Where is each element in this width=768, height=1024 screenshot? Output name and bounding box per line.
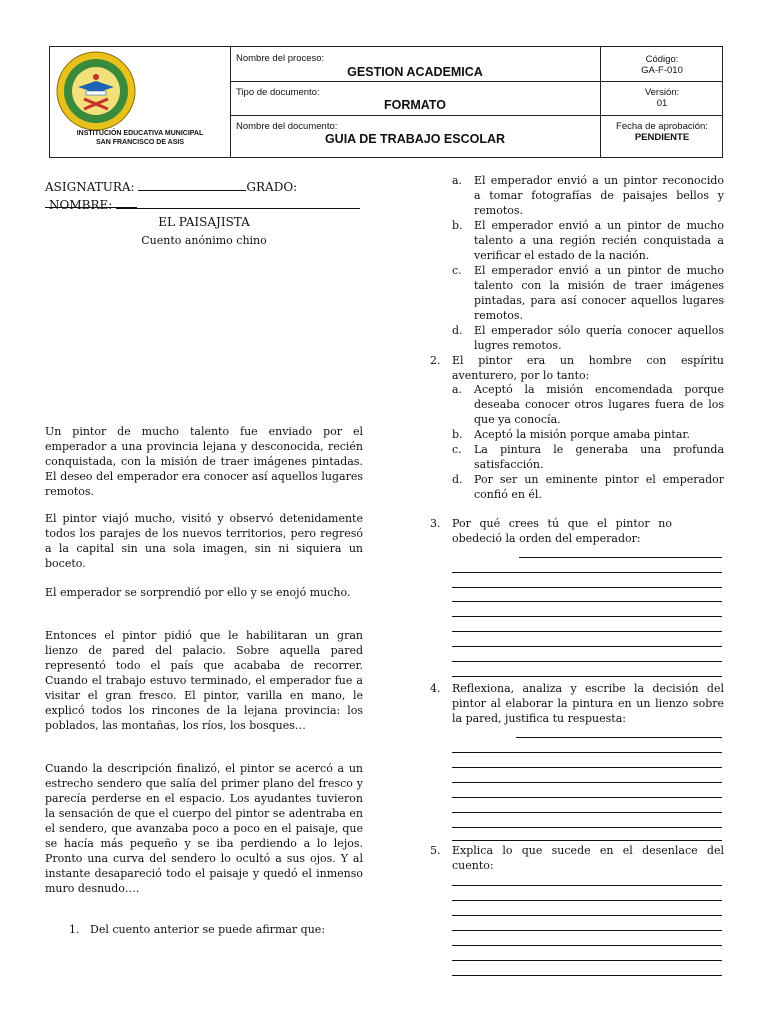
doctype-value: FORMATO [383, 98, 447, 112]
question-1-number: 1. [69, 923, 80, 936]
answer-line[interactable] [452, 840, 722, 841]
story-paragraph: Cuando la descripción finalizó, el pintor se acercó a un estrecho sendero que salía del primer plano del fresco y parecía perderse en el espacio. Los ayudantes tuvieron la sensación de que el cuerpo del pintor se adentraba en el sendero, que avanzaba poco a poco en el paisaje, que se hacía más pequeño y se iba perdiendo a lo lejos. Pronto una curva del sendero lo ocultó a sus ojos. Y al instante desapareció todo el paisaje y quedó el inmenso muro desnudo…. [45, 762, 363, 895]
story-subtitle: Cuento anónimo chino [141, 234, 267, 247]
option-letter: a. [452, 383, 463, 396]
question-3-number: 3. [430, 517, 441, 530]
header-divider [230, 81, 722, 82]
process-value: GESTION ACADEMICA [347, 65, 483, 79]
name-label: NOMBRE: [49, 198, 113, 212]
process-label: Nombre del proceso: [236, 53, 325, 64]
answer-line[interactable] [452, 797, 722, 798]
answer-line[interactable] [452, 782, 722, 783]
answer-line[interactable] [452, 960, 722, 961]
question-1-option-b: El emperador envió a un pintor de mucho talento a una región recién conquistada a verificar el estado de la nación. [474, 219, 724, 262]
question-1-text: Del cuento anterior se puede afirmar que: [90, 923, 326, 936]
doctype-label: Tipo de documento: [236, 87, 320, 98]
answer-line[interactable] [452, 601, 722, 602]
option-letter: b. [452, 428, 463, 441]
approval-value: PENDIENTE [634, 132, 690, 143]
subject-label: ASIGNATURA: [45, 180, 135, 194]
question-1-option-a: El emperador envió a un pintor reconocido a tomar fotografías de paisajes bellos y remotos. [474, 174, 724, 217]
answer-line[interactable] [452, 812, 722, 813]
answer-line[interactable] [519, 557, 722, 558]
question-2-option-c: La pintura le generaba una profunda satisfacción. [474, 443, 724, 471]
answer-line[interactable] [452, 767, 722, 768]
story-paragraph: Entonces el pintor pidió que le habilitaran un gran lienzo de pared del palacio. Sobre aquella pared representó todo el país que acababa de recorrer. Cuando el trabajo estuvo terminado, el emperador fue a visitar el gran fresco. El pintor, varilla en mano, le explicó todos los rincones de la lejana provincia: los poblados, las montañas, los ríos, los bosques… [45, 629, 363, 732]
question-2-option-b: Aceptó la misión porque amaba pintar. [474, 428, 690, 441]
answer-line[interactable] [452, 661, 722, 662]
document-header [49, 46, 723, 158]
question-2-number: 2. [430, 354, 441, 367]
code-label: Código: [645, 54, 679, 65]
name-line [49, 196, 367, 213]
question-5-text: Explica lo que sucede en el desenlace del cuento: [452, 844, 724, 872]
option-letter: c. [452, 443, 462, 456]
institution-seal-icon [56, 51, 136, 131]
question-4-text: Reflexiona, analiza y escribe la decisión del pintor al elaborar la pintura en un lienzo sobre la pared, justifica tu respuesta: [452, 682, 724, 725]
answer-line[interactable] [452, 975, 722, 976]
answer-line[interactable] [452, 885, 722, 886]
header-divider [230, 115, 722, 116]
answer-line[interactable] [516, 737, 722, 738]
docname-value: GUIA DE TRABAJO ESCOLAR [324, 132, 506, 146]
question-2-text: El pintor era un hombre con espíritu aventurero, por lo tanto: [452, 354, 724, 382]
answer-line[interactable] [452, 631, 722, 632]
answer-line[interactable] [452, 616, 722, 617]
story-paragraph: Un pintor de mucho talento fue enviado por el emperador a una provincia lejana y desconocida, recién conquistada, con la misión de traer imágenes pintadas. El deseo del emperador era conocer así aquellos lugares remotos. [45, 425, 363, 498]
version-label: Versión: [644, 87, 680, 98]
question-3-text: Por qué crees tú que el pintor no obedeció la orden del emperador: [452, 517, 672, 545]
story-title: EL PAISAJISTA [158, 215, 250, 229]
question-4-number: 4. [430, 682, 441, 695]
answer-line[interactable] [452, 915, 722, 916]
story-paragraph: El pintor viajó mucho, visitó y observó detenidamente todos los parajes de los nuevos territorios, pero regresó a la capital sin una sola imagen, sin ni siquiera un boceto. [45, 512, 363, 570]
option-letter: b. [452, 219, 463, 232]
institution-line: SAN FRANCISCO DE ASIS [95, 139, 185, 146]
answer-line[interactable] [452, 646, 722, 647]
option-letter: a. [452, 174, 463, 187]
docname-label: Nombre del documento: [236, 121, 338, 132]
answer-line[interactable] [452, 572, 722, 573]
answer-line[interactable] [452, 945, 722, 946]
institution-name [50, 129, 230, 147]
option-letter: c. [452, 264, 462, 277]
name-field[interactable] [116, 196, 360, 209]
question-2-option-d: Por ser un eminente pintor el emperador confió en él. [474, 473, 724, 501]
question-1-option-c: El emperador envió a un pintor de mucho talento con la misión de traer imágenes pintadas, para así conocer aquellos lugares remotos. [474, 264, 724, 322]
grade-label: GRADO: [246, 180, 298, 194]
answer-line[interactable] [452, 752, 722, 753]
answer-line[interactable] [452, 900, 722, 901]
institution-line: INSTITUCIÓN EDUCATIVA MUNICIPAL [76, 130, 204, 137]
story-paragraph: El emperador se sorprendió por ello y se enojó mucho. [45, 586, 351, 599]
code-value: GA-F-010 [641, 65, 683, 76]
option-letter: d. [452, 473, 463, 486]
version-value: 01 [656, 98, 668, 109]
approval-label: Fecha de aprobación: [616, 121, 708, 132]
answer-line[interactable] [452, 587, 722, 588]
answer-line[interactable] [452, 827, 722, 828]
subject-field[interactable] [138, 178, 246, 191]
answer-line[interactable] [452, 676, 722, 677]
question-1-option-d: El emperador sólo quería conocer aquellos lugres remotos. [474, 324, 724, 352]
question-2-option-a: Aceptó la misión encomendada porque deseaba conocer otros lugares fuera de los que ya conocía. [474, 383, 724, 426]
option-letter: d. [452, 324, 463, 337]
question-5-number: 5. [430, 844, 441, 857]
answer-line[interactable] [452, 930, 722, 931]
